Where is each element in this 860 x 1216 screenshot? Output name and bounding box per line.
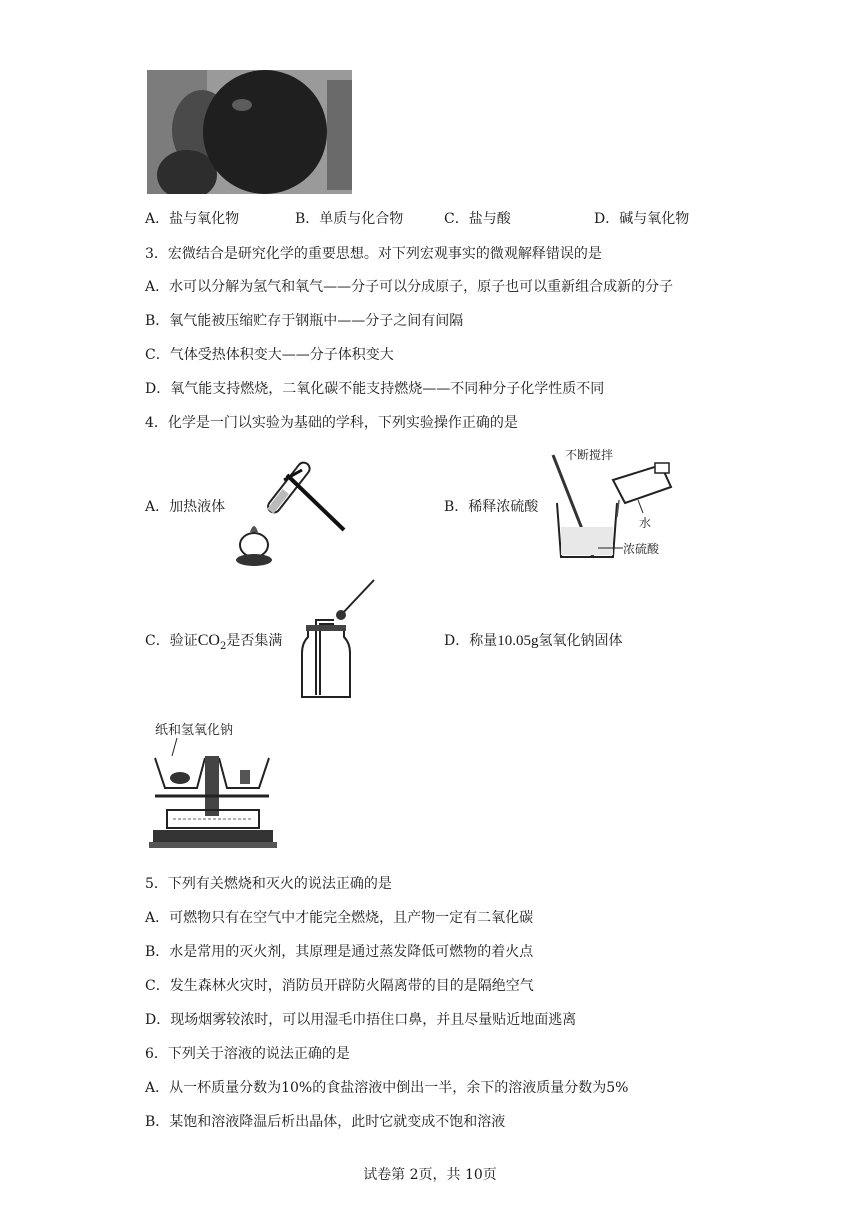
q4-option-d-suffix: 氢氧化钠固体 bbox=[538, 633, 623, 649]
q5-option-b: B．水是常用的灭火剂，其原理是通过蒸发降低可燃物的着火点 bbox=[145, 944, 534, 960]
q4-option-d bbox=[444, 630, 622, 650]
q3-option-d: D．氧气能支持燃烧，二氧化碳不能支持燃烧——不同种分子化学性质不同 bbox=[145, 381, 605, 397]
q5-option-c: C．发生森林火灾时，消防员开辟防火隔离带的目的是隔绝空气 bbox=[145, 978, 534, 994]
q4-option-c-prefix: C．验证 bbox=[145, 633, 198, 649]
co2-formula: CO bbox=[197, 632, 220, 649]
q6-stem: 6．下列关于溶液的说法正确的是 bbox=[145, 1046, 350, 1062]
balance-label: 纸和氢氧化钠 bbox=[155, 723, 234, 738]
balloon-photo bbox=[147, 70, 352, 194]
dilute-acid-figure bbox=[543, 445, 678, 569]
q2-option-a: A．盐与氧化物 bbox=[145, 211, 240, 227]
page-footer: 试卷第 2页，共 10页 bbox=[363, 1167, 497, 1183]
q2-option-d: D．碱与氧化物 bbox=[594, 211, 690, 227]
q3-stem: 3．宏微结合是研究化学的重要思想。对下列宏观事实的微观解释错误的是 bbox=[145, 246, 602, 262]
co2-subscript: 2 bbox=[219, 640, 227, 652]
q3-option-b: B．氧气能被压缩贮存于钢瓶中——分子之间有间隔 bbox=[145, 313, 464, 329]
q6-option-b: B．某饱和溶液降温后析出晶体，此时它就变成不饱和溶液 bbox=[145, 1114, 506, 1130]
q2-option-c: C．盐与酸 bbox=[444, 211, 511, 227]
q4-option-b: B．稀释浓硫酸 bbox=[444, 499, 539, 515]
balance-figure bbox=[147, 718, 282, 857]
q4-option-d-prefix: D．称量 bbox=[444, 633, 498, 649]
q3-option-a: A．水可以分解为氢气和氧气——分子可以分成原子，原子也可以重新组合成新的分子 bbox=[145, 279, 674, 295]
heating-liquid-figure bbox=[232, 450, 350, 584]
q2-option-b: B．单质与化合物 bbox=[295, 211, 404, 227]
q4-stem: 4．化学是一门以实验为基础的学科，下列实验操作正确的是 bbox=[145, 415, 518, 431]
q5-stem: 5．下列有关燃烧和灭火的说法正确的是 bbox=[145, 876, 392, 892]
acid-label: 浓硫酸 bbox=[623, 542, 660, 556]
q5-option-a: A．可燃物只有在空气中才能完全燃烧，且产物一定有二氧化碳 bbox=[145, 910, 534, 926]
stir-label: 不断搅拌 bbox=[565, 448, 614, 462]
q4-option-c bbox=[145, 630, 282, 652]
q4-option-a: A．加热液体 bbox=[145, 499, 226, 515]
q3-option-c: C．气体受热体积变大——分子体积变大 bbox=[145, 347, 394, 363]
co2-collection-figure bbox=[296, 575, 381, 704]
q6-option-a: A．从一杯质量分数为10%的食盐溶液中倒出一半，余下的溶液质量分数为5% bbox=[145, 1080, 629, 1096]
water-label: 水 bbox=[639, 516, 652, 530]
q4-option-c-suffix: 是否集满 bbox=[226, 633, 283, 649]
mass-value: 10.05g bbox=[497, 633, 539, 649]
q5-option-d: D．现场烟雾较浓时，可以用湿毛巾捂住口鼻，并且尽量贴近地面逃离 bbox=[145, 1012, 577, 1028]
